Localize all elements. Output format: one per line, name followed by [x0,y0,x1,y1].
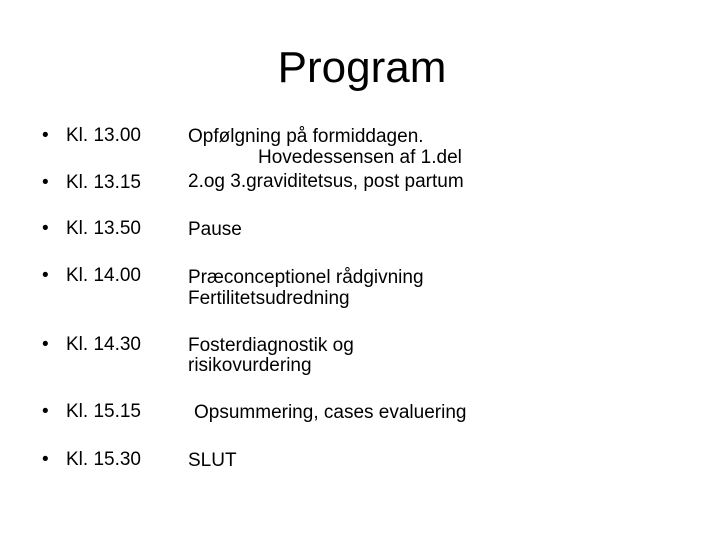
bullet-icon: • [42,265,49,286]
list-item [42,449,141,471]
description-line: Fertilitetsudredning [188,288,350,309]
description-line: Hovedessensen af 1.del [258,147,462,168]
description-line: Pause [188,219,242,240]
bullet-icon: • [42,334,49,355]
bullet-icon: • [42,172,49,193]
description-line: Opsummering, cases evaluering [194,402,467,423]
time-label: Kl. 14.30 [66,334,141,355]
time-label: Kl. 14.00 [66,265,141,286]
title-text: Program [277,43,447,92]
time-label: Kl. 13.50 [66,218,141,239]
slide-title [0,40,720,96]
description-line: SLUT [188,450,237,471]
description-line: Fosterdiagnostik og [188,335,354,356]
time-label: Kl. 13.15 [66,172,141,193]
description-line: risikovurdering [188,355,312,376]
description-line: Præconceptionel rådgivning [188,267,424,288]
bullet-icon: • [42,218,49,239]
bullet-icon: • [42,401,49,422]
list-item [42,172,141,194]
description-line: 2.og 3.graviditetsus, post partum [188,171,464,192]
bullet-icon: • [42,449,49,470]
list-item [42,218,141,240]
list-item [42,334,141,356]
description-line: Opfølgning på formiddagen. [188,126,424,147]
time-label: Kl. 15.15 [66,401,141,422]
list-item [42,401,141,423]
list-item [42,125,141,147]
time-label: Kl. 15.30 [66,449,141,470]
time-label: Kl. 13.00 [66,125,141,146]
bullet-icon: • [42,125,49,146]
list-item [42,265,141,287]
